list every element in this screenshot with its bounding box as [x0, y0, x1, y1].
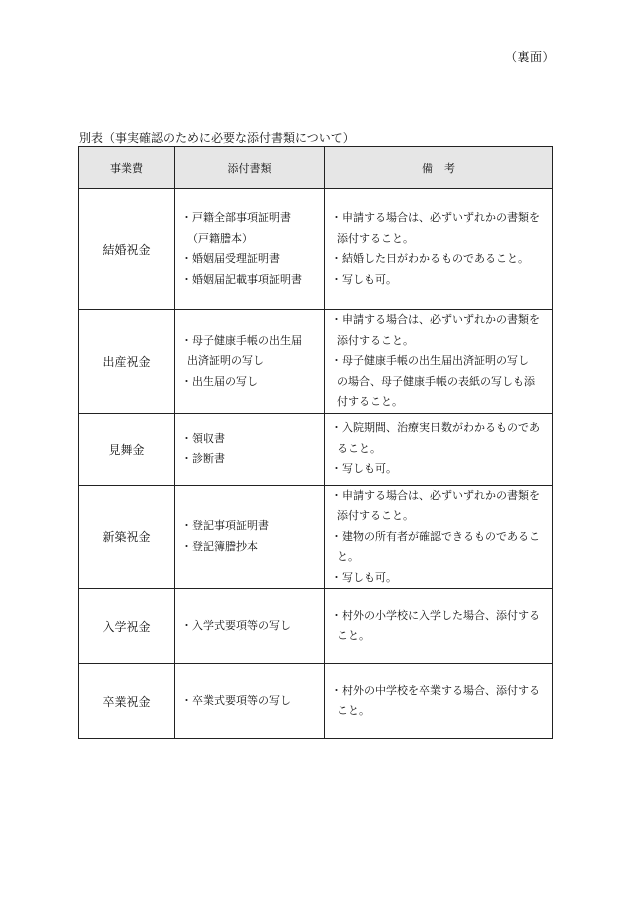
- remarks-list: [325, 486, 552, 589]
- remarks-line: ること。: [337, 441, 381, 455]
- remarks-line: の場合、母子健康手帳の表紙の写しも添: [337, 374, 535, 388]
- remarks-line: ・写しも可。: [331, 272, 397, 286]
- category-cell: 見舞金: [79, 413, 175, 485]
- remarks-line: ・村外の中学校を卒業する場合、添付する: [331, 683, 540, 697]
- remarks-line: ・入院期間、治療実日数がわかるものであ: [331, 421, 540, 435]
- documents-line: ・登記簿謄抄本: [181, 539, 258, 553]
- category-cell: 出産祝金: [79, 310, 175, 414]
- documents-cell: [175, 310, 325, 414]
- remarks-line: ・写しも可。: [331, 570, 397, 584]
- table-header-row: [79, 147, 553, 189]
- category-cell: 入学祝金: [79, 589, 175, 664]
- documents-line: ・診断書: [181, 452, 225, 465]
- documents-list: [175, 429, 324, 470]
- documents-line: ・登記事項証明書: [181, 519, 269, 533]
- remarks-list: [325, 208, 552, 290]
- remarks-line: 付すること。: [337, 395, 403, 408]
- page-side-label: （裏面）: [505, 50, 556, 64]
- remarks-list: [325, 310, 552, 413]
- documents-list: [175, 331, 324, 393]
- category-cell: 卒業祝金: [79, 664, 175, 739]
- documents-cell: [175, 664, 325, 739]
- remarks-cell: [325, 310, 553, 414]
- remarks-list: [325, 418, 552, 480]
- remarks-line: 添付すること。: [337, 231, 414, 245]
- documents-line: ・出生届の写し: [181, 374, 258, 388]
- documents-line: ・母子健康手帳の出生届: [181, 333, 302, 347]
- table-row-sympathy: [79, 413, 553, 485]
- remarks-line: ・建物の所有者が確認できるものであるこ: [331, 529, 540, 543]
- documents-list: [175, 691, 324, 712]
- documents-cell: [175, 589, 325, 664]
- documents-line: ・領収書: [181, 431, 225, 445]
- remarks-line: ・村外の小学校に入学した場合、添付する: [331, 608, 540, 622]
- documents-line: ・婚姻届受理証明書: [181, 252, 280, 265]
- category-cell: 新築祝金: [79, 485, 175, 589]
- documents-line: ・婚姻届記載事項証明書: [181, 272, 302, 286]
- table-row-graduation: [79, 664, 553, 739]
- remarks-line: ・申請する場合は、必ずいずれかの書類を: [331, 488, 540, 502]
- remarks-line: ・申請する場合は、必ずいずれかの書類を: [331, 313, 540, 326]
- documents-line: ・入学式要項等の写し: [181, 618, 291, 632]
- remarks-line: ・結婚した日がわかるものであること。: [331, 252, 529, 265]
- table-row-birth: [79, 310, 553, 414]
- table-row-marriage: [79, 189, 553, 310]
- category-cell: 結婚祝金: [79, 189, 175, 310]
- header-remarks: 備 考: [325, 147, 553, 189]
- remarks-line: ・申請する場合は、必ずいずれかの書類を: [331, 211, 540, 224]
- documents-cell: [175, 485, 325, 589]
- remarks-cell: [325, 413, 553, 485]
- remarks-cell: [325, 664, 553, 739]
- documents-line: ・戸籍全部事項証明書: [181, 211, 291, 224]
- documents-cell: [175, 413, 325, 485]
- documents-list: [175, 208, 324, 290]
- documents-list: [175, 516, 324, 557]
- remarks-line: と。: [337, 550, 359, 563]
- header-attached-documents: 添付書類: [175, 147, 325, 189]
- remarks-line: ・母子健康手帳の出生届出済証明の写し: [331, 354, 529, 367]
- documents-line: 出済証明の写し: [187, 354, 264, 367]
- remarks-line: 添付すること。: [337, 509, 414, 522]
- remarks-line: こと。: [337, 704, 370, 717]
- documents-cell: [175, 189, 325, 310]
- attachment-table: [78, 146, 553, 739]
- remarks-line: 添付すること。: [337, 333, 414, 347]
- remarks-list: [325, 681, 552, 722]
- table-row-new-house: [79, 485, 553, 589]
- documents-line: ・卒業式要項等の写し: [181, 693, 291, 707]
- remarks-cell: [325, 189, 553, 310]
- remarks-line: こと。: [337, 629, 370, 642]
- remarks-cell: [325, 485, 553, 589]
- documents-list: [175, 616, 324, 637]
- remarks-line: ・写しも可。: [331, 462, 397, 476]
- header-project-cost: 事業費: [79, 147, 175, 189]
- table-caption: 別表（事実確認のために必要な添付書類について）: [79, 131, 355, 145]
- remarks-cell: [325, 589, 553, 664]
- remarks-list: [325, 606, 552, 647]
- table-row-school-entry: [79, 589, 553, 664]
- documents-line: （戸籍謄本）: [187, 231, 253, 245]
